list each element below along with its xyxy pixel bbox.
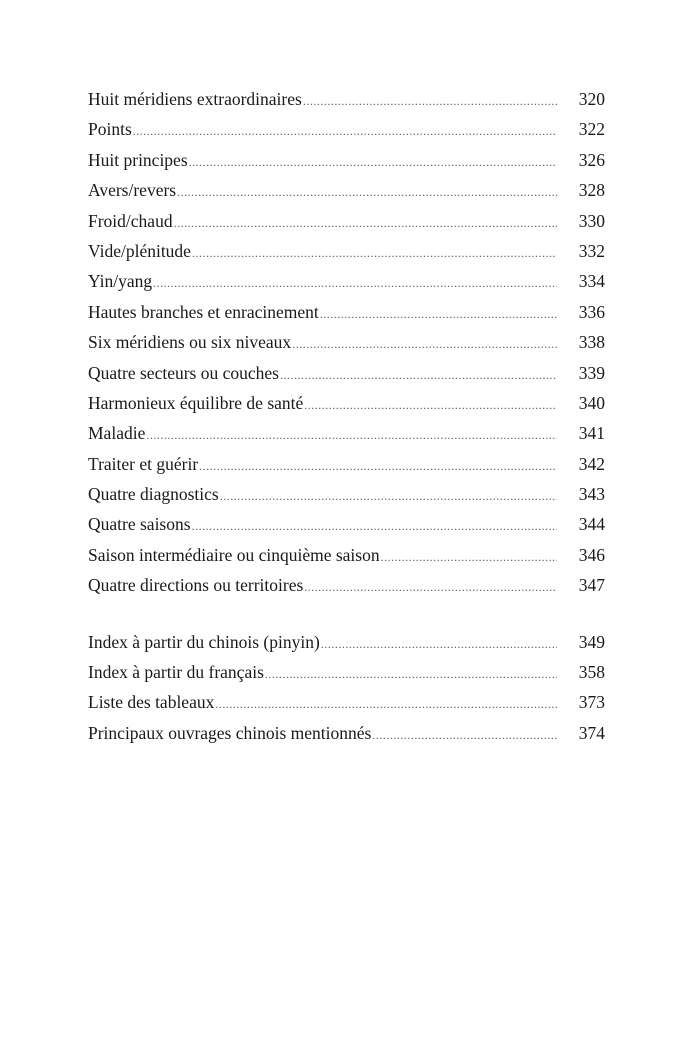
toc-entry-title: Maladie [88, 423, 146, 444]
toc-dot-leader [133, 116, 557, 146]
toc-entry[interactable] [88, 627, 605, 657]
toc-dot-leader [304, 572, 557, 602]
toc-entry[interactable] [88, 327, 605, 357]
toc-entry-title: Six méridiens ou six niveaux [88, 332, 292, 353]
toc-entry[interactable] [88, 84, 605, 114]
toc-dot-leader [174, 208, 557, 238]
toc-entry[interactable] [88, 206, 605, 236]
toc-entry-page: 342 [578, 453, 605, 474]
toc-entry[interactable] [88, 236, 605, 266]
toc-dot-leader [153, 268, 557, 298]
toc-entry-title: Traiter et guérir [88, 453, 199, 474]
toc-entry-title: Huit méridiens extraordinaires [88, 89, 302, 109]
toc-entry-page: 374 [578, 722, 605, 743]
toc-dot-leader [303, 86, 557, 116]
toc-entry-title: Froid/chaud [88, 210, 173, 231]
toc-dot-leader [280, 360, 557, 390]
toc-entry-page: 336 [578, 301, 605, 322]
toc-entry-page: 358 [578, 662, 605, 683]
toc-dot-leader [265, 659, 557, 689]
toc-entry-page: 338 [578, 332, 605, 353]
toc-entry-title: Points [88, 119, 132, 140]
toc-entry-title: Liste des tableaux [88, 692, 215, 713]
toc-entry-page: 322 [578, 119, 605, 140]
toc-entry-page: 341 [578, 423, 605, 444]
toc-entry-title: Huit principes [88, 149, 188, 170]
toc-entry-page: 343 [578, 484, 605, 505]
toc-entry[interactable] [88, 718, 605, 748]
toc-entry[interactable] [88, 388, 605, 418]
toc-entry-page: 346 [578, 544, 605, 565]
toc-entry[interactable] [88, 266, 605, 296]
toc-entry[interactable] [88, 570, 605, 600]
toc-dot-leader [192, 511, 557, 541]
toc-entry-page: 332 [578, 240, 605, 261]
toc-entry-page: 330 [578, 210, 605, 231]
toc-entry-title: Quatre secteurs ou couches [88, 362, 279, 383]
toc-entry[interactable] [88, 358, 605, 388]
toc-dot-leader [199, 451, 557, 481]
toc-entry-title: Hautes branches et enracinement [88, 301, 319, 322]
toc-dot-leader [220, 481, 557, 511]
toc-entry-title: Avers/revers [88, 180, 177, 201]
toc-entry[interactable] [88, 114, 605, 144]
toc-entry-title: Quatre directions ou territoires [88, 575, 304, 596]
toc-entry[interactable] [88, 657, 605, 687]
toc-dot-leader [304, 390, 557, 420]
toc-entry-title: Harmonieux équilibre de santé [88, 392, 304, 413]
table-of-contents [88, 84, 605, 748]
toc-entry-page: 349 [578, 631, 605, 652]
toc-entry[interactable] [88, 449, 605, 479]
toc-entry-page: 339 [578, 362, 605, 383]
toc-entry-title: Saison intermédiaire ou cinquième saison [88, 544, 380, 565]
toc-entry[interactable] [88, 540, 605, 570]
toc-dot-leader [292, 329, 557, 359]
toc-entry[interactable] [88, 509, 605, 539]
toc-dot-leader [381, 542, 557, 572]
toc-entry-page: 320 [578, 89, 605, 109]
toc-dot-leader [320, 299, 557, 329]
toc-dot-leader [189, 147, 557, 177]
toc-section-appendices [88, 627, 605, 749]
toc-entry-page: 340 [578, 392, 605, 413]
toc-dot-leader [192, 238, 557, 268]
toc-dot-leader [372, 720, 557, 750]
toc-dot-leader [177, 177, 557, 207]
toc-dot-leader [146, 420, 557, 450]
toc-entry[interactable] [88, 145, 605, 175]
toc-entry[interactable] [88, 479, 605, 509]
toc-entry[interactable] [88, 175, 605, 205]
toc-entry-page: 347 [578, 575, 605, 596]
toc-dot-leader [215, 689, 557, 719]
toc-entry-title: Vide/plénitude [88, 240, 191, 261]
toc-section-chapters [88, 84, 605, 601]
toc-entry-title: Yin/yang [88, 271, 153, 292]
toc-dot-leader [321, 629, 557, 659]
toc-entry-title: Index à partir du chinois (pinyin) [88, 631, 320, 652]
toc-entry[interactable] [88, 297, 605, 327]
toc-entry-page: 328 [578, 180, 605, 201]
toc-entry-page: 344 [578, 514, 605, 535]
toc-entry[interactable] [88, 418, 605, 448]
toc-entry-page: 373 [578, 692, 605, 713]
toc-entry[interactable] [88, 687, 605, 717]
toc-entry-page: 334 [578, 271, 605, 292]
toc-entry-title: Quatre diagnostics [88, 484, 219, 505]
toc-entry-title: Quatre saisons [88, 514, 191, 535]
toc-entry-title: Index à partir du français [88, 662, 264, 683]
toc-entry-page: 326 [578, 149, 605, 170]
toc-entry-title: Principaux ouvrages chinois mentionnés [88, 722, 372, 743]
